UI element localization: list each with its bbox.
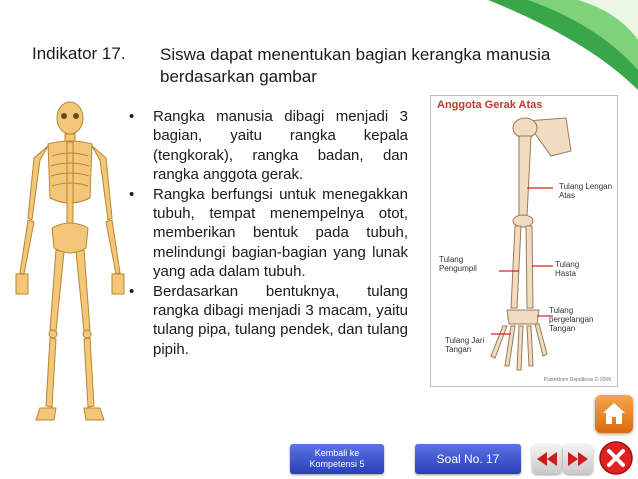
previous-button[interactable]: [532, 444, 562, 474]
indicator-title: Siswa dapat menentukan bagian kerangka manusia berdasarkan gambar: [160, 45, 551, 86]
double-left-arrow-icon: [532, 444, 562, 474]
indicator-number: Indikator 17.: [32, 44, 126, 63]
diagram-title: Anggota Gerak Atas: [437, 99, 543, 111]
bullet-icon: •: [129, 108, 135, 125]
home-icon: [595, 395, 633, 433]
bullet-list: [126, 107, 408, 359]
question-number-button[interactable]: Soal No. 17: [415, 444, 521, 474]
bullet-icon: •: [129, 185, 135, 203]
close-button[interactable]: [598, 440, 634, 476]
skeleton-illustration: [8, 98, 135, 428]
label-radius: Tulang Pengumpil: [439, 255, 477, 273]
label-humerus: Tulang Lengan Atas: [559, 182, 613, 200]
label-phalanges: Tulang Jari Tangan: [445, 336, 485, 354]
double-right-arrow-icon: [563, 444, 593, 474]
home-button[interactable]: [595, 395, 633, 433]
label-ulna: Tulang Hasta: [555, 260, 580, 278]
arm-bones-diagram: [430, 95, 618, 387]
bullet-item: • Berdasarkan bentuknya, tulang rangka dibagi menjadi 3 macam, yaitu tulang pipa, tulang pendek, dan tulang pipih.: [129, 282, 408, 358]
bullet-item: • Rangka berfungsi untuk menegakkan tubuh, tempat menempelnya otot, memberikan bentuk pada tubuh, melindungi bagian-bagian yang lunak yang ada dalam tubuh.: [129, 185, 408, 281]
bullet-icon: •: [129, 282, 135, 300]
back-to-competence-button[interactable]: Kembali ke Kompetensi 5: [290, 444, 384, 474]
diagram-credit: Pustekkom Depdiknas © 2008: [543, 377, 611, 383]
next-button[interactable]: [563, 444, 593, 474]
bullet-item: • Rangka manusia dibagi menjadi 3 bagian, yaitu rangka kepala (tengkorak), rangka badan, dan rangka anggota gerak.: [129, 108, 408, 184]
label-carpals: Tulang pergelangan Tangan: [549, 306, 594, 333]
